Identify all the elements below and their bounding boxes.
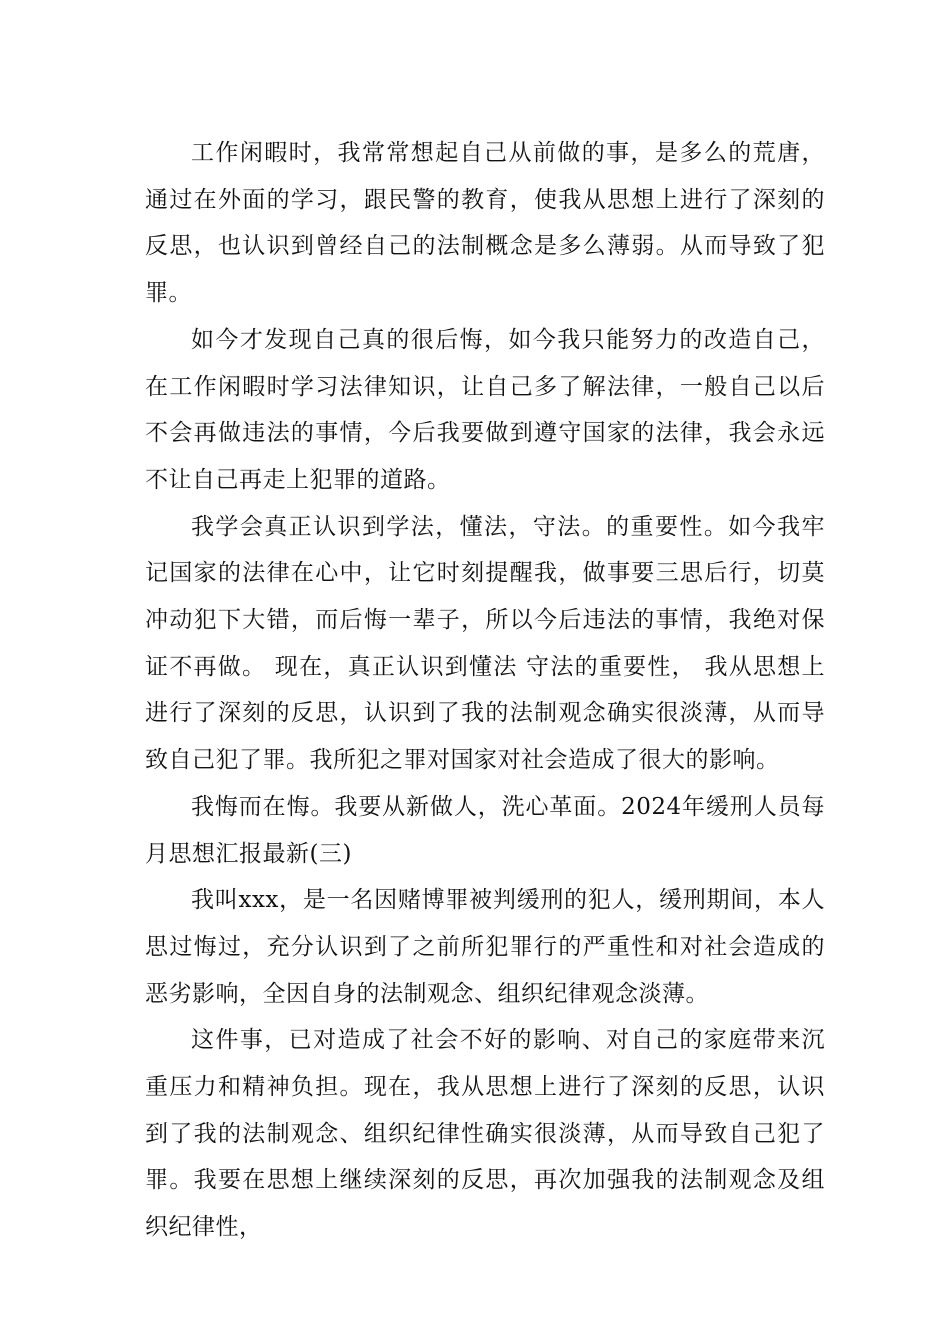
document-body — [145, 130, 825, 1251]
paragraph-6: 这件事，已对造成了社会不好的影响、对自己的家庭带来沉重压力和精神负担。现在，我从思想上进行了深刻的反思，认识到了我的法制观念、组织纪律性确实很淡薄，从而导致自己犯了罪。我要在思想上继续深刻的反思，再次加强我的法制观念及组织纪律性， — [145, 1027, 825, 1241]
paragraph-4: 我悔而在悔。我要从新做人，洗心革面。2024年缓刑人员每月思想汇报最新(三) — [145, 793, 825, 867]
paragraph-2: 如今才发现自己真的很后悔，如今我只能努力的改造自己，在工作闲暇时学习法律知识，让自己多了解法律，一般自己以后不会再做违法的事情，今后我要做到遵守国家的法律，我会永远不让自己再走上犯罪的道路。 — [145, 326, 825, 493]
paragraph-1: 工作闲暇时，我常常想起自己从前做的事，是多么的荒唐，通过在外面的学习，跟民警的教育，使我从思想上进行了深刻的反思，也认识到曾经自己的法制概念是多么薄弱。从而导致了犯罪。 — [145, 140, 825, 307]
paragraph-5: 我叫xxx，是一名因赌博罪被判缓刑的犯人，缓刑期间，本人思过悔过，充分认识到了之前所犯罪行的严重性和对社会造成的恶劣影响，全因自身的法制观念、组织纪律观念淡薄。 — [145, 887, 825, 1007]
paragraph-3: 我学会真正认识到学法，懂法，守法。的重要性。如今我牢记国家的法律在心中，让它时刻提醒我，做事要三思后行，切莫冲动犯下大错，而后悔一辈子，所以今后违法的事情，我绝对保证不再做。 现在，真正认识到懂法 守法的重要性， 我从思想上进行了深刻的反思，认识到了我的法制观念确实很淡薄，从而导致自己犯了罪。我所犯之罪对国家对社会造成了很大的影响。 — [145, 513, 825, 774]
